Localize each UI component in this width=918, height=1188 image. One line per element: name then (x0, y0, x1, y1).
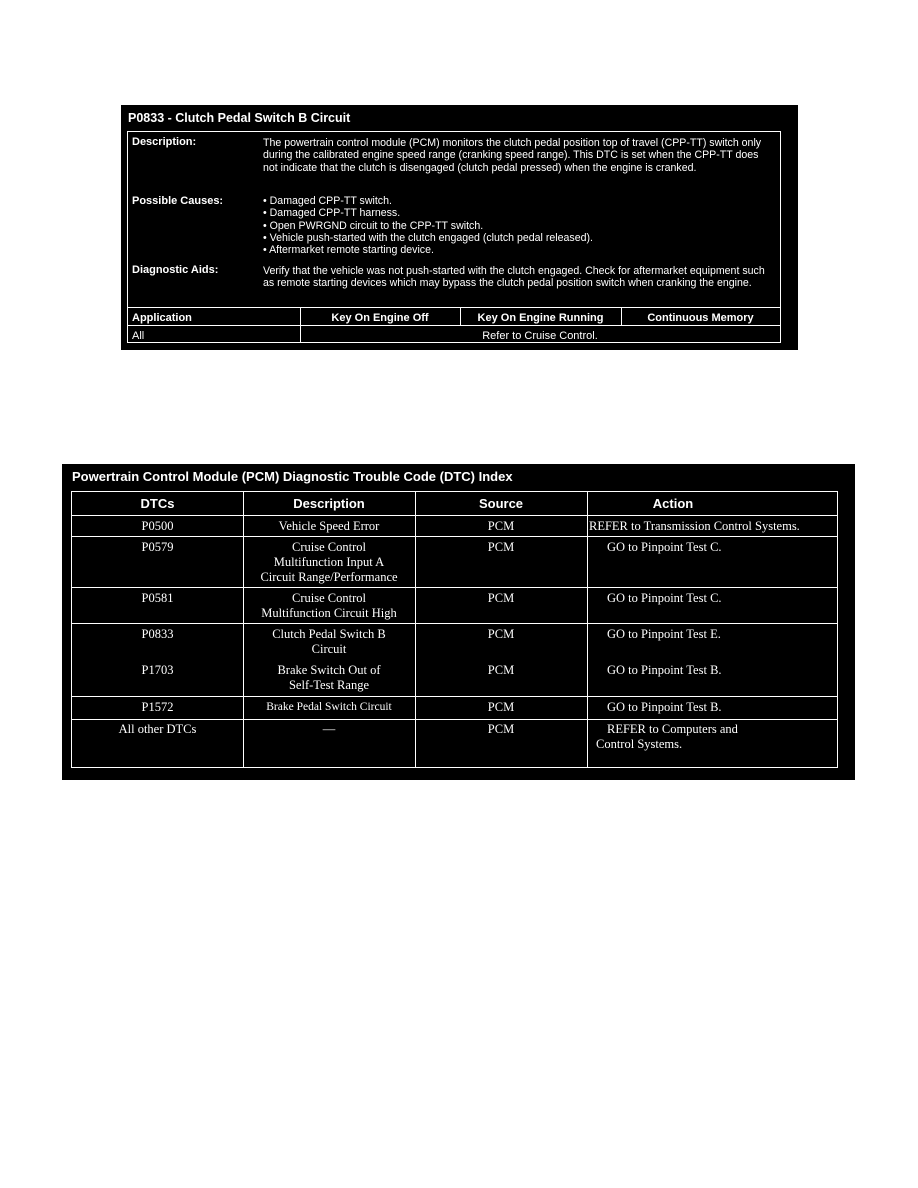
col-description: Description (293, 496, 365, 511)
divider (587, 492, 588, 767)
divider (72, 515, 837, 516)
cause-item: • Vehicle push-started with the clutch engaged (clutch pedal released). (263, 232, 593, 244)
col-key-on-engine-running: Key On Engine Running (477, 312, 604, 324)
possible-causes-label: Possible Causes: (132, 195, 224, 207)
description-text: The powertrain control module (PCM) monitors the clutch pedal position top of travel (CPP-TT) switch only during the calibrated engine speed range (cranking speed range). This DTC is set when the CPP-TT does not indicate that the clutch is disengaged (clutch pedal pressed) when the engine is cranked. (263, 137, 762, 174)
table-row-source: PCM (487, 540, 515, 554)
table-row-dtc: P0500 (141, 519, 174, 533)
diagnostic-aids-label: Diagnostic Aids: (132, 264, 219, 276)
table-row-action: GO to Pinpoint Test B. (607, 700, 722, 714)
table-row-dtc: P0579 (141, 540, 174, 554)
cause-item: • Damaged CPP-TT harness. (263, 207, 593, 219)
table-row-source: PCM (487, 722, 515, 736)
table-row-description: Brake Switch Out of Self-Test Range (277, 663, 381, 692)
table-row-source: PCM (487, 519, 515, 533)
divider (72, 536, 837, 537)
table-row-action: GO to Pinpoint Test C. (607, 540, 722, 554)
divider (72, 623, 837, 624)
divider (72, 587, 837, 588)
col-source: Source (478, 496, 524, 511)
col-continuous-memory: Continuous Memory (647, 312, 754, 324)
panel-title: P0833 - Clutch Pedal Switch B Circuit (128, 111, 351, 125)
dtc-index-panel (62, 464, 855, 780)
panel-title: Powertrain Control Module (PCM) Diagnostic Trouble Code (DTC) Index (72, 469, 513, 484)
table-row-action: REFER to Computers and Control Systems. (596, 722, 738, 751)
table-row-source: PCM (487, 627, 515, 641)
table-row-dtc: P1703 (141, 663, 174, 677)
divider (128, 307, 780, 308)
dtc-p0833-panel (121, 105, 798, 350)
table-row-description: Brake Pedal Switch Circuit (266, 701, 392, 713)
table-row-description: — (322, 722, 336, 736)
table-row-description: Cruise Control Multifunction Input A Circuit Range/Performance (260, 540, 398, 584)
table-row-action: GO to Pinpoint Test E. (607, 627, 721, 641)
table-row-description: Cruise Control Multifunction Circuit High (261, 591, 397, 620)
p0833-details-box (127, 131, 781, 343)
diagnostic-aids-text: Verify that the vehicle was not push-started with the clutch engaged. Check for aftermarket equipment such as remote starting devices which may bypass the clutch pedal position switch when cranking the engine. (263, 265, 765, 290)
possible-causes-list (263, 195, 593, 256)
table-row-dtc: P0833 (141, 627, 174, 641)
dtc-index-table (71, 491, 838, 768)
table-row-dtc: P0581 (141, 591, 174, 605)
divider (72, 719, 837, 720)
col-dtcs: DTCs (140, 496, 175, 511)
divider (128, 325, 780, 326)
divider (72, 696, 837, 697)
cause-item: • Open PWRGND circuit to the CPP-TT switch. (263, 220, 593, 232)
application-action: Refer to Cruise Control. (482, 330, 598, 342)
table-row-dtc: All other DTCs (118, 722, 197, 736)
table-row-dtc: P1572 (141, 700, 174, 714)
col-application: Application (132, 312, 192, 324)
table-row-description: Vehicle Speed Error (278, 519, 380, 533)
col-key-on-engine-off: Key On Engine Off (331, 312, 429, 324)
table-row-description: Clutch Pedal Switch B Circuit (272, 627, 386, 656)
cause-item: • Damaged CPP-TT switch. (263, 195, 593, 207)
table-row-source: PCM (487, 663, 515, 677)
description-label: Description: (132, 136, 197, 148)
col-action: Action (652, 496, 694, 511)
table-row-action: REFER to Transmission Control Systems. (589, 519, 800, 533)
table-row-action: GO to Pinpoint Test C. (607, 591, 722, 605)
table-row-source: PCM (487, 591, 515, 605)
cause-item: • Aftermarket remote starting device. (263, 244, 593, 256)
table-row-action: GO to Pinpoint Test B. (607, 663, 722, 677)
application-value: All (132, 330, 145, 342)
table-row-source: PCM (487, 700, 515, 714)
